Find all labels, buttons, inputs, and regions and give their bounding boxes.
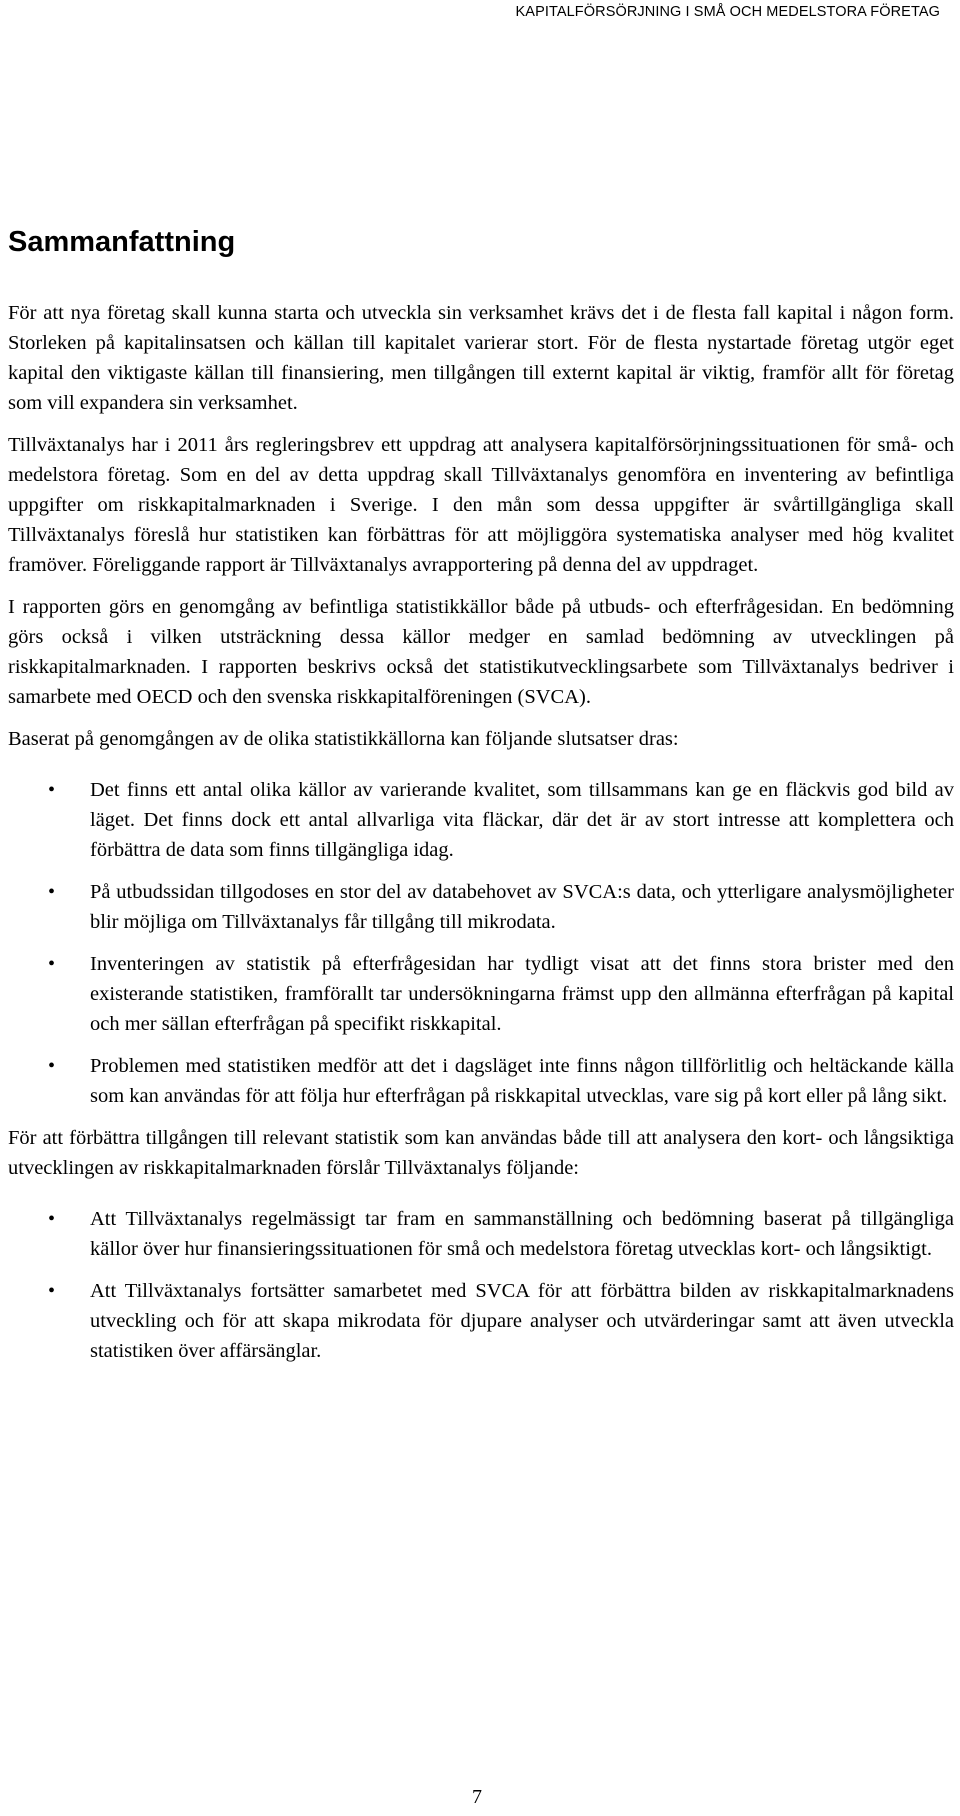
bullet-icon: • [48, 953, 56, 975]
conclusions-list [8, 775, 954, 1111]
document-body [8, 298, 954, 1378]
conclusions-intro: Baserat på genomgången av de olika statistikkällorna kan följande slutsatser dras: [8, 728, 679, 750]
list-item-text: På utbudssidan tillgodoses en stor del av databehovet av SVCA:s data, och ytterligare analysmöjligheter blir möjliga om Tillväxtanalys får tillgång till mikrodata. [90, 881, 954, 933]
page-title: Sammanfattning [8, 226, 236, 258]
list-item [8, 1204, 954, 1264]
proposals-intro: För att förbättra tillgången till relevant statistik som kan användas både till att analysera den kort- och långsiktiga utvecklingen av riskkapitalmarknaden förslår Tillväxtanalys följande: [8, 1127, 954, 1179]
list-item-text: Inventeringen av statistik på efterfrågesidan har tydligt visat att det finns stora brister med den existerande statistiken, framförallt tar undersökningarna främst upp den allmänna efterfrågan på kapital och mer sällan efterfrågan på specifikt riskkapital. [90, 953, 954, 1035]
list-item [8, 775, 954, 865]
paragraph: I rapporten görs en genomgång av befintliga statistikkällor både på utbuds- och efterfrågesidan. En bedömning görs också i vilken utsträckning dessa källor medger en samlad bedömning av utvecklingen på riskkapitalmarknaden. I rapporten beskrivs också det statistikutvecklingsarbete som Tillväxtanalys bedriver i samarbete med OECD och den svenska riskkapitalföreningen (SVCA). [8, 596, 954, 708]
list-item-text: Det finns ett antal olika källor av varierande kvalitet, som tillsammans kan ge en fläckvis god bild av läget. Det finns dock ett antal allvarliga vita fläckar, där det är av stort intresse att komplettera och förbättra de data som finns tillgängliga idag. [90, 779, 954, 861]
list-item-text: Att Tillväxtanalys regelmässigt tar fram en sammanställning och bedömning baserat på tillgängliga källor över hur finansieringssituationen för små och medelstora företag utvecklas kort- och långsiktigt. [90, 1208, 954, 1260]
list-item [8, 877, 954, 937]
list-item-text: Att Tillväxtanalys fortsätter samarbetet med SVCA för att förbättra bilden av riskkapitalmarknadens utveckling och för att skapa mikrodata för djupare analyser och utvärderingar samt att även utveckla statistiken över affärsänglar. [90, 1280, 954, 1362]
proposals-list [8, 1204, 954, 1366]
list-item [8, 949, 954, 1039]
bullet-icon: • [48, 1208, 56, 1230]
bullet-icon: • [48, 1280, 56, 1302]
running-header: KAPITALFÖRSÖRJNING I SMÅ OCH MEDELSTORA FÖRETAG [515, 4, 940, 20]
paragraph: Tillväxtanalys har i 2011 års regleringsbrev ett uppdrag att analysera kapitalförsörjningssituationen för små- och medelstora företag. Som en del av detta uppdrag skall Tillväxtanalys genomföra en inventering av befintliga uppgifter om riskkapitalmarknaden i Sverige. I den mån som dessa uppgifter är svårtillgängliga skall Tillväxtanalys föreslå hur statistiken kan förbättras för att möjliggöra systematiska analyser med hög kvalitet framöver. Föreliggande rapport är Tillväxtanalys avrapportering på denna del av uppdraget. [8, 434, 954, 576]
list-item [8, 1051, 954, 1111]
page-number: 7 [472, 1786, 482, 1808]
bullet-icon: • [48, 1055, 56, 1077]
bullet-icon: • [48, 881, 56, 903]
list-item-text: Problemen med statistiken medför att det i dagsläget inte finns någon tillförlitlig och heltäckande källa som kan användas för att följa hur efterfrågan på riskkapital utvecklas, vare sig på kort eller på lång sikt. [90, 1055, 954, 1107]
paragraph: För att nya företag skall kunna starta och utveckla sin verksamhet krävs det i de flesta fall kapital i någon form. Storleken på kapitalinsatsen och källan till kapitalet varierar stort. För de flesta nystartade företag utgör eget kapital den viktigaste källan till finansiering, men tillgången till externt kapital är viktig, framför allt för företag som vill expandera sin verksamhet. [8, 302, 954, 414]
bullet-icon: • [48, 779, 56, 801]
list-item [8, 1276, 954, 1366]
